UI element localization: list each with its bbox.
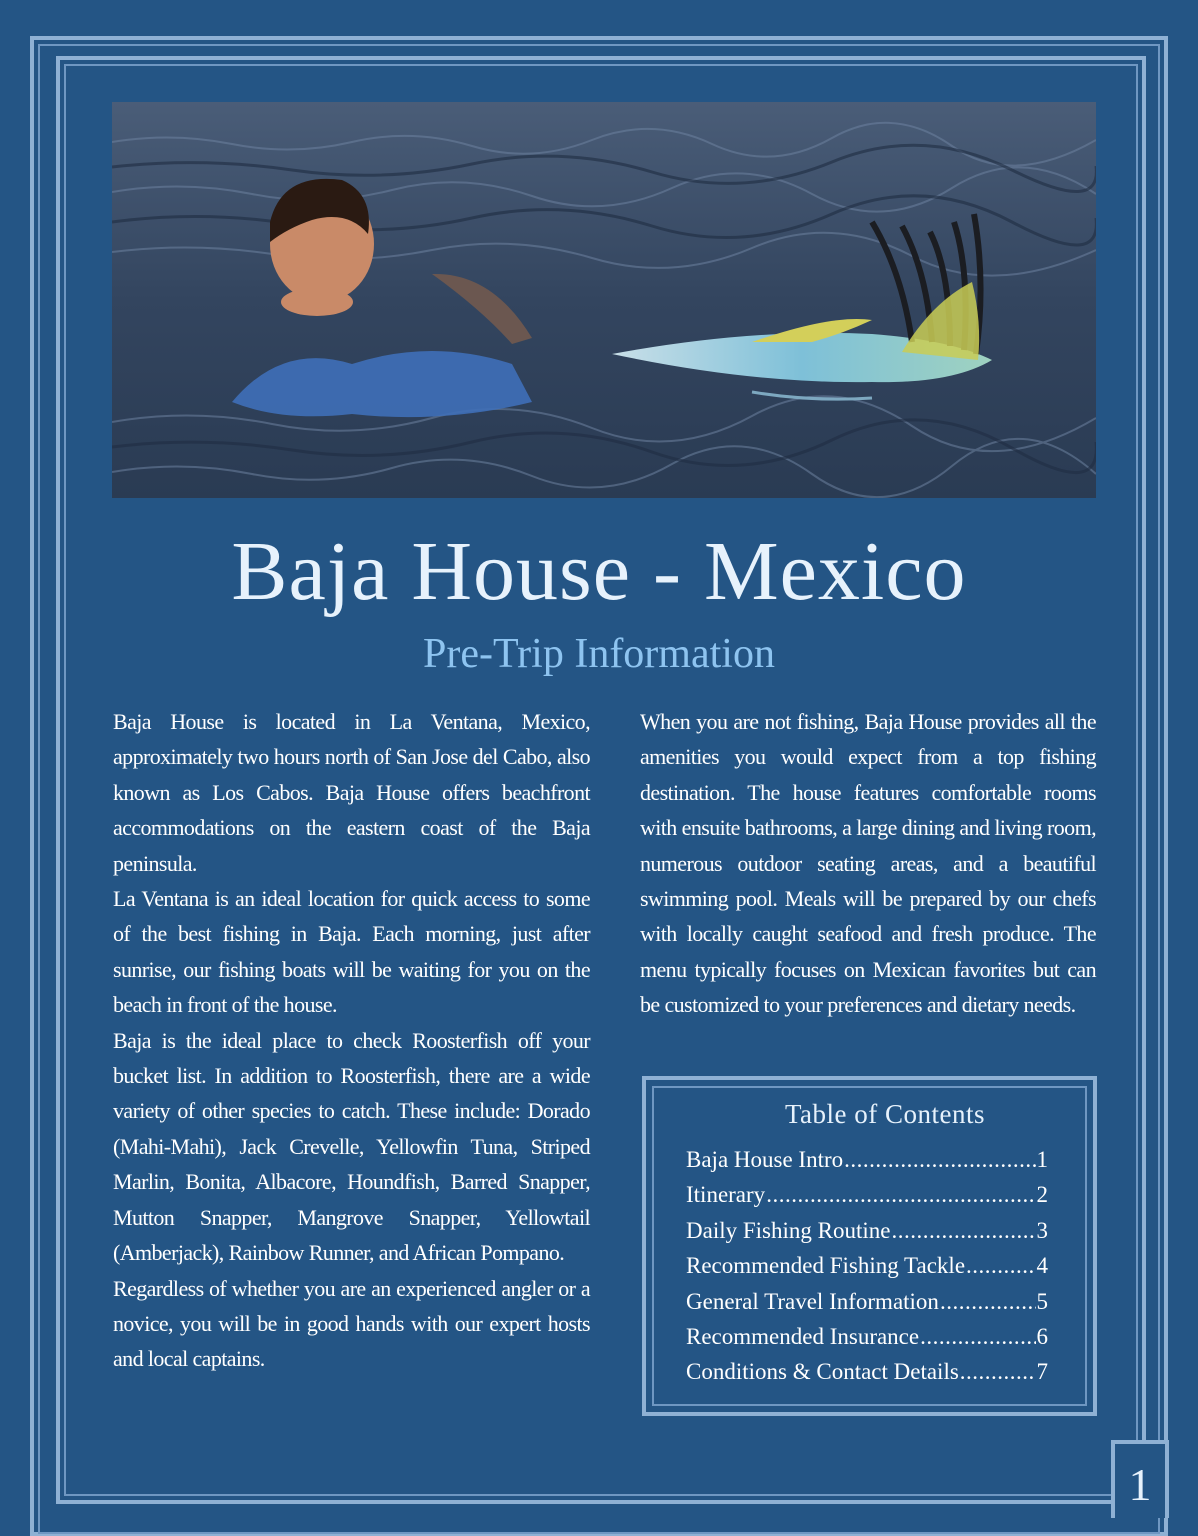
- toc-item-itinerary[interactable]: [686, 1177, 1048, 1212]
- toc-leader: [920, 1319, 1035, 1354]
- toc-item-label: General Travel Information: [686, 1288, 939, 1314]
- page-title: Baja House - Mexico: [231, 525, 967, 618]
- toc-leader: [966, 1248, 1035, 1283]
- toc-item-label: Baja House Intro: [686, 1147, 844, 1172]
- fisherman-with-sailfish-image: [112, 102, 1096, 498]
- toc-leader: [940, 1284, 1036, 1319]
- toc-leader: [960, 1354, 1036, 1389]
- toc-item-page: 7: [1036, 1359, 1048, 1385]
- species-paragraph: Baja is the ideal place to check Roosterfish off your bucket list. In addition to Roosterfish, there are a wide variety of other species to catch. These include: Dorado (Mahi-Mahi), Jack Crevelle, Yellowfin Tuna, Striped Marlin, Bonita, Albacore, Houndfish, Barred Snapper, Mutton Snapper, Mangrove Snapper, Yellowtail (Amberjack), Rainbow Runner, and African Pompano.: [113, 1027, 590, 1266]
- toc-item-insurance[interactable]: [686, 1319, 1048, 1354]
- toc-item-label: Recommended Fishing Tackle: [686, 1253, 966, 1279]
- hero-photo: [112, 102, 1096, 498]
- toc-item-travel-info[interactable]: [686, 1284, 1048, 1319]
- toc-item-label: Recommended Insurance: [686, 1323, 920, 1349]
- toc-item-tackle[interactable]: [686, 1248, 1048, 1283]
- toc-leader: [844, 1142, 1035, 1177]
- toc-item-page: 3: [1036, 1217, 1048, 1243]
- toc-item-label: Itinerary: [686, 1182, 766, 1208]
- toc-item-label: Daily Fishing Routine: [686, 1217, 891, 1243]
- toc-item-page: 4: [1036, 1253, 1048, 1279]
- toc-item-conditions[interactable]: [686, 1354, 1048, 1389]
- amenities-paragraph: When you are not fishing, Baja House provides all the amenities you would expect from a top fishing destination. The house features comfortable rooms with ensuite bathrooms, a large dining and living room, numerous outdoor seating areas, and a beautiful swimming pool. Meals will be prepared by our chefs with locally caught seafood and fresh produce. The menu typically focuses on Mexican favorites but can be customized to your preferences and dietary needs.: [640, 709, 1096, 1018]
- toc-title: Table of Contents: [784, 1099, 986, 1129]
- fishing-location-paragraph: La Ventana is an ideal location for quick access to some of the best fishing in Baja. Each morning, just after sunrise, our fishing boats will be waiting for you on the beach in front of the house.: [113, 886, 590, 1018]
- toc-item-page: 1: [1036, 1147, 1048, 1172]
- toc-item-page: 2: [1036, 1182, 1048, 1208]
- page-number: 1: [1128, 1459, 1152, 1510]
- intro-right-column: [640, 704, 1096, 1023]
- toc-item-page: 5: [1036, 1288, 1048, 1314]
- page-subtitle: Pre-Trip Information: [423, 631, 775, 677]
- intro-paragraph: Baja House is located in La Ventana, Mexico, approximately two hours north of San Jose del Cabo, also known as Los Cabos. Baja House offers beachfront accommodations on the eastern coast of the Baja peninsula.: [113, 709, 590, 876]
- toc-leader: [766, 1177, 1035, 1212]
- toc-item-daily-routine[interactable]: [686, 1213, 1048, 1248]
- toc-item-page: 6: [1036, 1323, 1048, 1349]
- intro-left-column: [113, 704, 590, 1377]
- toc-list: [686, 1142, 1048, 1390]
- toc-item-intro[interactable]: [686, 1142, 1048, 1177]
- hosts-paragraph: Regardless of whether you are an experienced angler or a novice, you will be in good hands with our expert hosts and local captains.: [113, 1275, 590, 1372]
- toc-item-label: Conditions & Contact Details: [686, 1359, 959, 1385]
- toc-leader: [891, 1213, 1035, 1248]
